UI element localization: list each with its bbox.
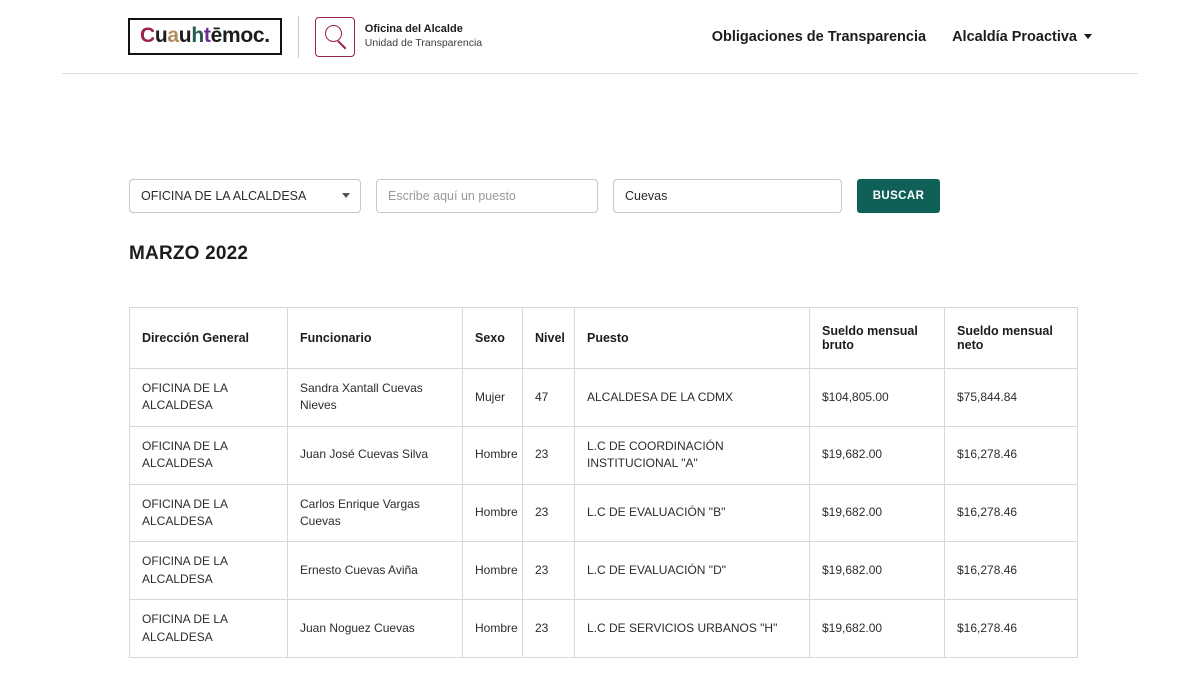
cell-puesto: L.C DE EVALUACIÓN "B"	[575, 484, 810, 542]
table-row	[130, 484, 1078, 542]
column-header-nivel: Nivel	[523, 308, 575, 369]
table-header-row	[130, 308, 1078, 369]
brand-area	[128, 16, 482, 58]
office-text-block	[365, 23, 482, 50]
chevron-down-icon	[1084, 34, 1092, 39]
cell-puesto: L.C DE COORDINACIÓN INSTITUCIONAL "A"	[575, 426, 810, 484]
cell-sexo: Mujer	[463, 369, 523, 427]
cell-sexo: Hombre	[463, 600, 523, 658]
cell-sexo: Hombre	[463, 542, 523, 600]
cell-funcionario: Carlos Enrique Vargas Cuevas	[288, 484, 463, 542]
cell-nivel: 23	[523, 542, 575, 600]
results-table	[129, 307, 1078, 658]
table-row	[130, 600, 1078, 658]
puesto-search-input[interactable]	[376, 179, 598, 213]
table-row	[130, 542, 1078, 600]
office-title: Oficina del Alcalde	[364, 23, 463, 36]
results-table-wrapper	[129, 307, 1077, 658]
column-header-sueldo-bruto: Sueldo mensual bruto	[810, 308, 945, 369]
column-header-sexo: Sexo	[463, 308, 523, 369]
cell-sexo: Hombre	[463, 426, 523, 484]
column-header-funcionario: Funcionario	[288, 308, 463, 369]
cell-sueldo-bruto: $19,682.00	[810, 426, 945, 484]
cell-sueldo-neto: $16,278.46	[945, 542, 1078, 600]
cell-sueldo-bruto: $19,682.00	[810, 542, 945, 600]
cell-funcionario: Juan José Cuevas Silva	[288, 426, 463, 484]
cell-funcionario: Sandra Xantall Cuevas Nieves	[288, 369, 463, 427]
cell-funcionario: Ernesto Cuevas Aviña	[288, 542, 463, 600]
magnifier-glass-shape	[325, 25, 342, 42]
cell-nivel: 47	[523, 369, 575, 427]
column-header-sueldo-neto: Sueldo mensual neto	[945, 308, 1078, 369]
logo-wordmark: Cuauhtēmoc.	[140, 24, 270, 47]
table-row	[130, 426, 1078, 484]
main-nav	[712, 29, 1092, 45]
cell-direccion: OFICINA DE LA ALCALDESA	[130, 426, 288, 484]
cell-sueldo-neto: $16,278.46	[945, 484, 1078, 542]
cell-direccion: OFICINA DE LA ALCALDESA	[130, 542, 288, 600]
magnifier-seal-icon	[315, 17, 355, 57]
cell-sueldo-bruto: $19,682.00	[810, 600, 945, 658]
cell-sueldo-bruto: $19,682.00	[810, 484, 945, 542]
nav-item-alcaldia-proactiva[interactable]	[952, 29, 1092, 45]
column-header-direccion-general: Dirección General	[130, 308, 288, 369]
cell-funcionario: Juan Noguez Cuevas	[288, 600, 463, 658]
cell-puesto: L.C DE EVALUACIÓN "D"	[575, 542, 810, 600]
nav-item-obligaciones[interactable]: Obligaciones de Transparencia	[711, 28, 927, 45]
cell-direccion: OFICINA DE LA ALCALDESA	[130, 369, 288, 427]
buscar-button[interactable]: BUSCAR	[857, 179, 940, 213]
cell-sueldo-bruto: $104,805.00	[810, 369, 945, 427]
header-divider	[298, 16, 299, 58]
cell-sueldo-neto: $16,278.46	[945, 426, 1078, 484]
office-subtitle: Unidad de Transparencia	[364, 36, 483, 49]
cell-sexo: Hombre	[463, 484, 523, 542]
cell-puesto: ALCALDESA DE LA CDMX	[575, 369, 810, 427]
cell-nivel: 23	[523, 426, 575, 484]
cell-puesto: L.C DE SERVICIOS URBANOS "H"	[575, 600, 810, 658]
search-filters	[129, 179, 940, 213]
site-header	[62, 0, 1138, 74]
table-head	[130, 308, 1078, 369]
cell-nivel: 23	[523, 484, 575, 542]
direccion-general-select[interactable]	[129, 179, 361, 213]
nav-item-alcaldia-proactiva-label: Alcaldía Proactiva	[952, 28, 1077, 45]
cell-sueldo-neto: $16,278.46	[945, 600, 1078, 658]
column-header-puesto: Puesto	[575, 308, 810, 369]
table-body	[130, 369, 1078, 658]
area-select-wrapper	[129, 179, 361, 213]
period-title: MARZO 2022	[129, 243, 249, 264]
nombre-search-input[interactable]	[613, 179, 842, 213]
magnifier-handle-shape	[337, 40, 346, 49]
cell-direccion: OFICINA DE LA ALCALDESA	[130, 484, 288, 542]
cell-nivel: 23	[523, 600, 575, 658]
table-row	[130, 369, 1078, 427]
cell-direccion: OFICINA DE LA ALCALDESA	[130, 600, 288, 658]
cuauhtemoc-logo[interactable]	[128, 18, 282, 55]
cell-sueldo-neto: $75,844.84	[945, 369, 1078, 427]
